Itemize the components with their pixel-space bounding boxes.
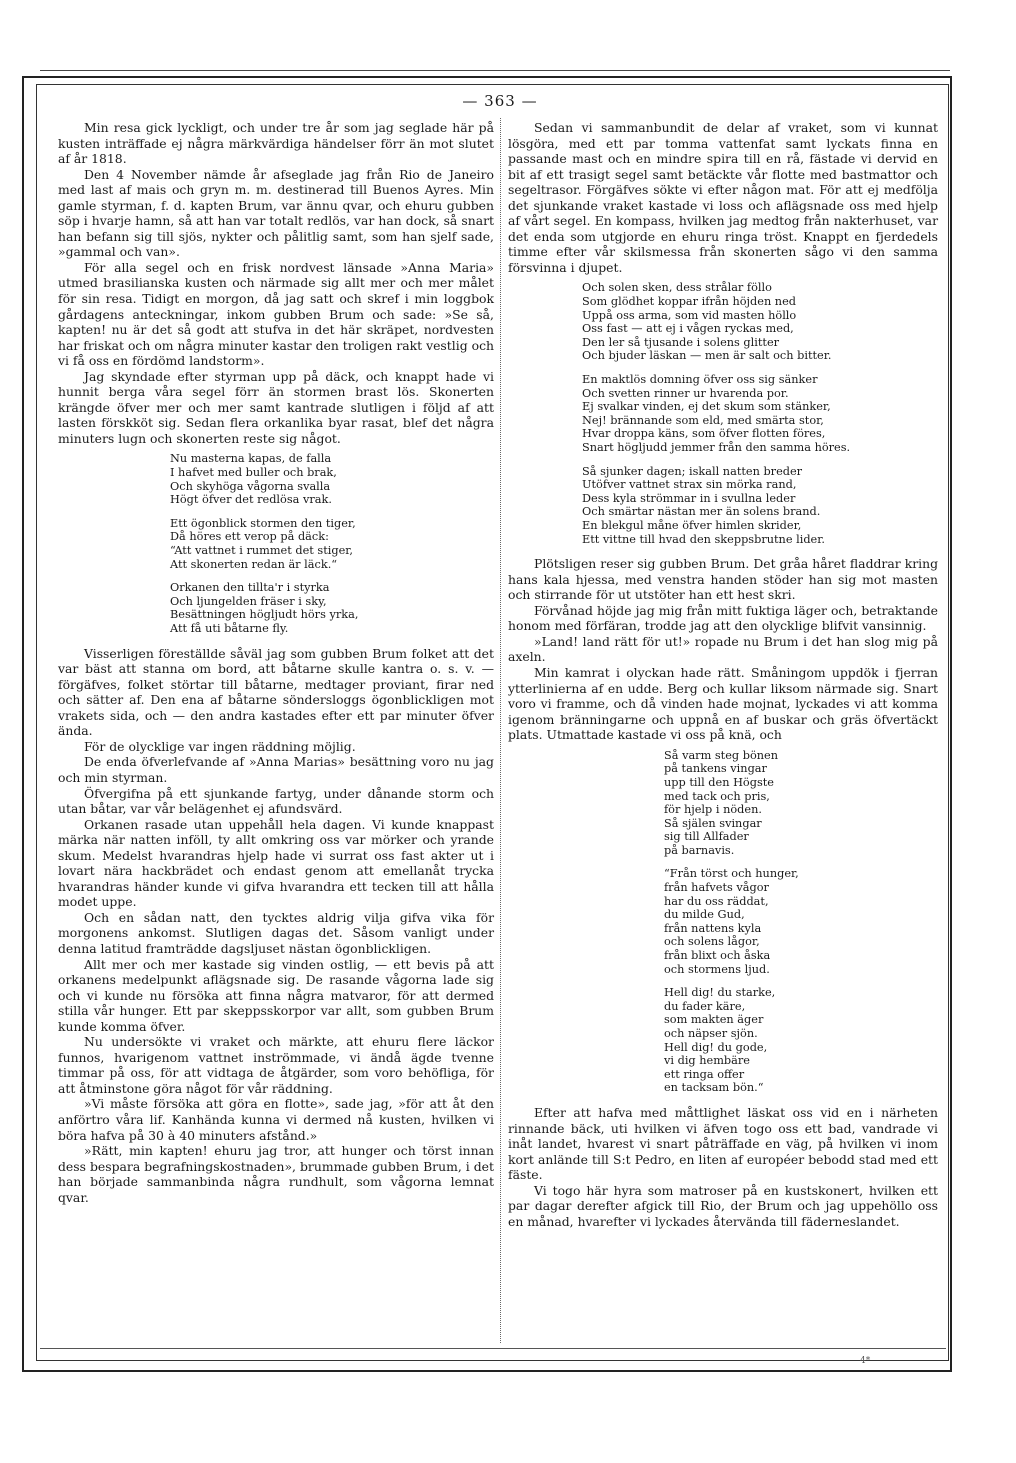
paragraph: Visserligen föreställde såväl jag som gubben Brum folket att det var bäst att stanna om bord, att båtarne skulle kantra o. s. v. — förgäfves, folket störtar till båtarne, medtager proviant, firar ned och sätter af. Den ena af båtarne söndersloggs ögonblickligen mot vrakets sida, och — den andra kastades efter ett par minuter öfver ända. (58, 645, 494, 739)
top-rule (40, 70, 950, 71)
poem-line: Och svetten rinner ur hvarenda por. (582, 386, 789, 400)
poem-line: Besättningen högljudt hörs yrka, (170, 608, 359, 622)
poem-line: Hell dig! du gode, (664, 1040, 768, 1054)
poem-line: från nattens kyla (664, 921, 762, 935)
paragraph: Efter att hafva med måttlighet läskat oss vid en i närheten rinnande bäck, uti hvilken vi äfven togo oss ett bad, vandrade vi inåt landet, hvarest vi snart påträffade en väg, på hvilken vi inom kort anlände till S:t Pedro, en liten af européer bebodd stad med ett fäste. (508, 1104, 938, 1183)
poem-line: du milde Gud, (664, 908, 745, 922)
poem-line: Hell dig! du starke, (664, 986, 776, 1000)
poem-line: upp till den Högste (664, 775, 774, 789)
poem-line: Att få uti båtarne fly. (170, 622, 289, 636)
poem-line: Hvar droppa käns, som öfver flotten föres, (582, 427, 826, 441)
poem-storm (58, 452, 494, 635)
paragraph: »Land! land rätt för ut!» ropade nu Brum i det han slog mig på axeln. (508, 633, 938, 665)
poem-stanza (582, 281, 938, 363)
paragraph: Vi togo här hyra som matroser på en kustskonert, hvilken ett par dagar derefter afgick till Rio, der Brum och jag uppehöllo oss en månad, hvarefter vi lyckades återvända till fäderneslandet. (508, 1182, 938, 1229)
right-column (508, 120, 938, 1229)
paragraph: Orkanen rasade utan uppehåll hela dagen. Vi kunde knappast märka när natten inföll, ty allt omkring oss var mörker och yrande skum. Medelst hvarandras hjelp hade vi surrat oss fast akter ut i lovart nära hackbrädet och endast genom att emellanåt trycka hvarandras händer kunde vi gifva hvarandra ett tecken till att hålla modet uppe. (58, 816, 494, 910)
poem-stanza (170, 581, 494, 635)
poem-prayer (508, 749, 938, 1095)
paragraph: För de olycklige var ingen räddning möjlig. (84, 738, 356, 754)
poem-line: Dess kyla strömmar in i svullna leder (582, 491, 796, 505)
poem-line: Och solen sken, dess strålar föllo (582, 281, 772, 295)
paragraph: Och en sådan natt, den tycktes aldrig vilja gifva vika för morgonens ankomst. Slutligen dagas det. Såsom vanligt under denna latitud framträdde dagsljuset nästan ögonblickligen. (58, 909, 494, 956)
poem-line: Då höres ett verop på däck: (170, 530, 329, 544)
poem-line: sig till Allfader (664, 830, 749, 844)
poem-line: du fader käre, (664, 999, 746, 1013)
poem-line: med tack och pris, (664, 789, 770, 803)
poem-line: Nej! brännande som eld, med smärta stor, (582, 413, 824, 427)
poem-line: Och smärtar nästan mer än solens brand. (582, 505, 821, 519)
poem-line: Uppå oss arma, som vid masten höllo (582, 308, 797, 322)
page-number: — 363 — (462, 92, 538, 110)
poem-line: “Att vattnet i rummet det stiger, (170, 544, 354, 558)
poem-stanza (664, 749, 938, 858)
paragraph: Allt mer och mer kastade sig vinden ostlig, — ett bevis på att orkanens medelpunkt aflägsnade sig. De rasande vågorna lade sig och vi kunde nu försöka att finna några matvaror, för att dermed stilla vår hunger. Ett par skeppsskorpor var allt, som gubben Brum kunde komma öfver. (58, 956, 494, 1034)
poem-line: Högt öfver det redlösa vrak. (170, 493, 332, 507)
poem-line: En maktlös domning öfver oss sig sänker (582, 373, 818, 387)
poem-line: har du oss räddat, (664, 894, 769, 908)
poem-line: Som glödhet koppar ifrån höjden ned (582, 295, 797, 309)
paragraph: Min kamrat i olyckan hade rätt. Småningom uppdök i fjerran ytterlinierna af en udde. Berg och kullar liksom närmade sig. Snart voro vi framme, och då vinden hade mojnat, lyckades vi att komma igenom bränningarne och uppnå en af buskar och gräs öfvertäckt plats. Utmattade kastade vi oss på knä, och (508, 664, 938, 743)
poem-line: och stormens ljud. (664, 962, 770, 976)
poem-line: “Från törst och hunger, (664, 867, 799, 881)
poem-line: för hjelp i nöden. (664, 803, 762, 817)
paragraph: Öfvergifna på ett sjunkande fartyg, under dånande storm och utan båtar, var vår belägenhet ej afundsvärd. (58, 785, 494, 817)
poem-line: Ett vittne till hvad den skeppsbrutne lider. (582, 532, 825, 546)
poem-line: och solens lågor, (664, 935, 760, 949)
poem-line: En blekgul måne öfver himlen skrider, (582, 518, 802, 532)
paragraph: För alla segel och en frisk nordvest länsade »Anna Maria» utmed brasilianska kusten och närmade sig allt mer och mer målet för sin resa. Tidigt en morgon, då jag satt och skref i min loggbok gårdagens anteckningar, inkom gubben Brum och sade: »Se så, kapten! nu är det så godt att stufva in det här skräpet, nordvesten har friskat och om några minuter kastar den troligen rakt vestlig och vi få oss en fördömd landstorm». (58, 259, 494, 369)
poem-line: på tankens vingar (664, 762, 767, 776)
poem-line: Ej svalkar vinden, ej det skum som stänker, (582, 400, 831, 414)
column-divider (500, 118, 501, 1343)
poem-line: I hafvet med buller och brak, (170, 466, 337, 480)
poem-line: från hafvets vågor (664, 881, 769, 895)
poem-stanza (664, 986, 938, 1095)
paragraph: Sedan vi sammanbundit de delar af vraket, som vi kunnat lösgöra, med ett par tomma vattenfat samt lyckats finna en passande mast och en mindre spira till en rå, fästade vi dervid en bit af ett trasigt segel samt betäckte vår flotte med bastmattor och segeltrasor. Förgäfves sökte vi efter någon mat. För att ej medfölja det sjunkande vraket kastade vi loss och aflägsnade oss med hjelp af vårt segel. En kompass, hvilken jag medtog från nakterhuset, var det enda som utgjorde en ehuru ringa tröst. Knappt en fjerdedels timme efter vår skilsmessa från skonerten sågo vi den samma försvinna i djupet. (508, 120, 938, 275)
paragraph: Nu undersökte vi vraket och märkte, att ehuru flere läckor funnos, hvarigenom vattnet inströmmade, vi ändå ägde tvenne timmar på oss, för att vidtaga de åtgärder, som voro behöfliga, för att åtminstone göra något för vår räddning. (58, 1034, 494, 1096)
paragraph: »Rätt, min kapten! ehuru jag tror, att hunger och törst innan dess bespara begrafningskostnaden», brummade gubben Brum, i det han började sammanbinda några rundhult, som vågorna lemnat qvar. (58, 1143, 494, 1205)
poem-line: Så sjunker dagen; iskall natten breder (582, 464, 803, 478)
paragraph: »Vi måste försöka att göra en flotte», sade jag, »för att åt den anförtro våra lif. Kanhända kunna vi dermed nå kusten, hvilken vi böra hafva på 30 à 40 minuters afstånd.» (58, 1096, 494, 1143)
poem-stanza (664, 867, 938, 976)
poem-line: ett ringa offer (664, 1067, 745, 1081)
left-column (58, 120, 494, 1205)
poem-stanza (170, 452, 494, 506)
paragraph: Plötsligen reser sig gubben Brum. Det gråa håret fladdrar kring hans kala hjessa, med venstra handen stöder han sig mot masten och stirrande för ut utstöter han ett hest skri. (508, 556, 938, 603)
poem-stanza (582, 373, 938, 455)
poem-line: som makten äger (664, 1013, 764, 1027)
paragraph: Min resa gick lyckligt, och under tre år som jag seglade här på kusten inträffade ej några märkvärdiga händelser förr än mot slutet af år 1818. (58, 120, 494, 167)
poem-line: Orkanen den tillta'r i styrka (170, 581, 330, 595)
paragraph: Den 4 November nämde år afseglade jag från Rio de Janeiro med last af mais och gryn m. m. destinerad till Buenos Ayres. Min gamle styrman, f. d. kapten Brum, var ännu qvar, och ehuru gubben söp i hvarje hamn, så att han var totalt redlös, var han dock, så snart han befann sig till sjös, nykter och pålitlig samt, som han sjelf sade, »gammal och van». (58, 166, 494, 260)
poem-line: Och skyhöga vågorna svalla (170, 479, 331, 493)
paragraph: De enda öfverlefvande af »Anna Marias» besättning voro nu jag och min styrman. (58, 754, 494, 785)
poem-line: Så själen svingar (664, 816, 762, 830)
poem-line: Snart högljudd jemmer från den samma höres. (582, 441, 851, 454)
poem-line: Utöfver vattnet strax sin mörka rand, (582, 478, 797, 492)
poem-line: på barnavis. (664, 843, 735, 857)
poem-line: en tacksam bön.“ (664, 1081, 764, 1095)
poem-sun (508, 281, 938, 546)
poem-stanza (582, 465, 938, 547)
poem-line: från blixt och åska (664, 949, 771, 963)
poem-line: Den ler så tjusande i solens glitter (582, 335, 780, 349)
paragraph: Förvånad höjde jag mig från mitt fuktiga läger och, betraktande honom med förfäran, trodde jag att den olycklige blifvit vansinnig. (508, 602, 938, 634)
bottom-rule (40, 1348, 946, 1349)
poem-line: Nu masterna kapas, de falla (170, 452, 332, 466)
poem-line: Att skonerten redan är läck.“ (170, 557, 338, 571)
poem-line: Och ljungelden fräser i sky, (170, 594, 327, 608)
poem-line: Oss fast — att ej i vågen ryckas med, (582, 322, 794, 336)
paragraph: Jag skyndade efter styrman upp på däck, och knappt hade vi hunnit berga våra segel förr än stormen brast lös. Skonerten krängde öfver mer och mer samt kantrade slutligen i följd af att lasten förskköt sig. Sedan flera orkanlika byar rasat, blef det några minuters lugn och skonerten reste sig något. (58, 368, 494, 446)
poem-line: Ett ögonblick stormen den tiger, (170, 516, 356, 530)
signature-mark: 4* (860, 1356, 871, 1366)
poem-stanza (170, 517, 494, 571)
poem-line: och näpser sjön. (664, 1027, 758, 1040)
poem-line: vi dig hembäre (664, 1054, 750, 1068)
poem-line: Och bjuder läskan — men är salt och bitter. (582, 349, 832, 363)
poem-line: Så varm steg bönen (664, 748, 779, 762)
